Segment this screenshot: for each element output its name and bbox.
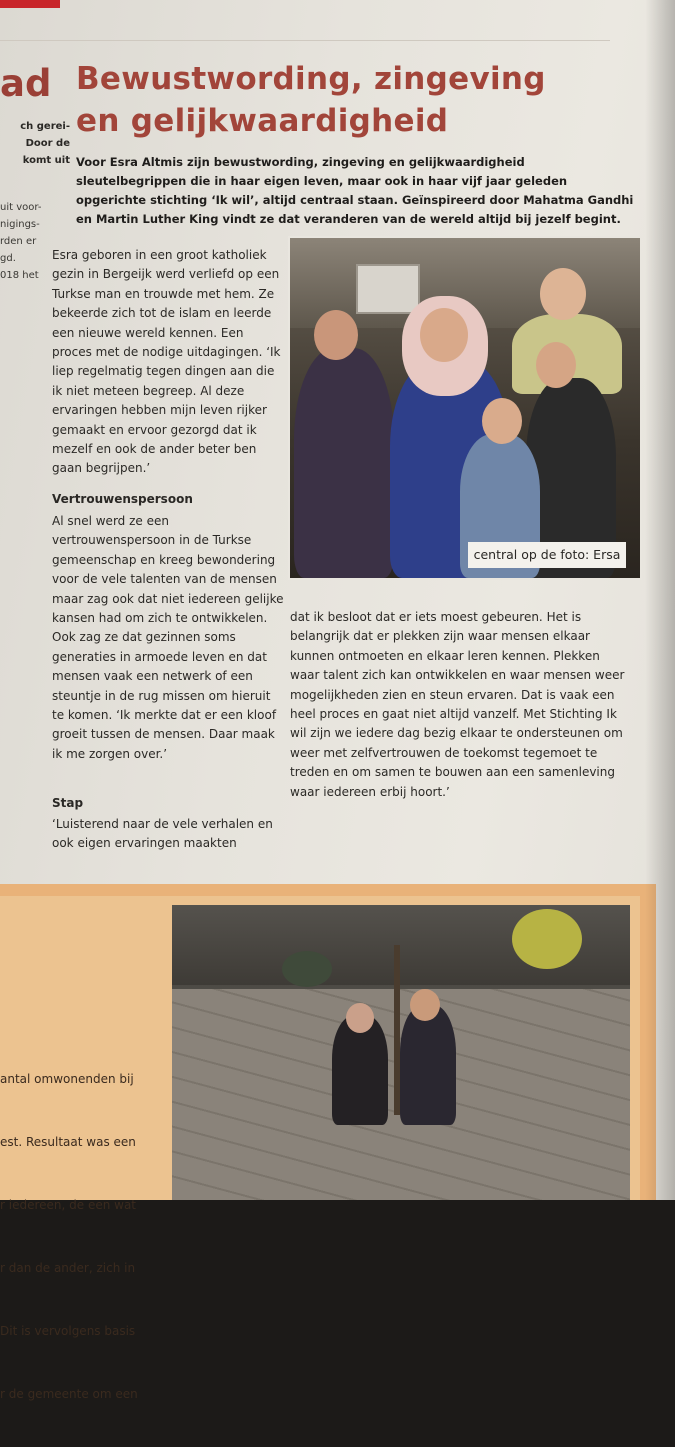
- article-paragraph-1: Esra geboren in een groot katholiek gezin in Bergeijk werd verliefd op een Turkse man en trouwde met hem. Ze bekeerde zich tot de islam en leerde een nieuwe wereld kennen. Een proces met de nodige uitdagingen. ‘Ik liep regelmatig tegen dingen aan die ik niet meteen begreep. Al deze ervaringen hebben mijn leven rijker gemaakt en ervoor gezorgd dat ik mezelf en ook de ander beter ben gaan begrijpen.’: [52, 248, 281, 476]
- basketball-board: [356, 264, 420, 314]
- left-column-heading: ad: [0, 62, 52, 105]
- girl-right-head: [536, 342, 576, 388]
- tree-planting-photo: [172, 905, 630, 1200]
- left-snippet-5: 018 het: [0, 270, 39, 281]
- left-snippet-1: uit voor-: [0, 202, 42, 213]
- person-left: [294, 348, 394, 578]
- top-rule: [0, 40, 610, 41]
- left-snippet-bold-3: komt uit: [22, 155, 70, 166]
- lower-panel-line-6: r de gemeente om een: [0, 1387, 138, 1401]
- article-paragraph-4: dat ik besloot dat er iets moest gebeuren. Het is belangrijk dat er plekken zijn waar mensen elkaar kunnen ontmoeten en elkaar leren kennen. Plekken waar talent zich kan ontwikkelen en waar mensen weer mogelijkheden zien en steun ervaren. Dat is vaak een heel proces en gaat niet altijd vanzelf. Met Stichting Ik wil zijn we iedere dag bezig elkaar te ondersteunen om weer met zelfvertrouwen de toekomst tegemoet te treden en om samen te bouwen aan een samenleving waar iedereen erbij hoort.’: [290, 610, 625, 799]
- lower-panel-line-4: r dan de ander, zich in: [0, 1261, 136, 1275]
- photo2-person-right: [400, 1005, 456, 1125]
- page-fold-shadow: [645, 0, 675, 1200]
- article-intro: Voor Esra Altmis zijn bewustwording, zingeving en gelijkwaardigheid sleutelbegrippen die in haar eigen leven, maar ook in haar vijf jaar geleden opgerichte stichting ‘Ik wil’, altijd centraal staan. Geïnspireerd door Mahatma Gandhi en Martin Luther King vindt ze dat veranderen van de wereld altijd bij jezelf begint.: [76, 155, 634, 226]
- photo2-person-left-head: [346, 1003, 374, 1033]
- left-snippet-bold-2: Door de: [25, 138, 70, 149]
- subhead-stap: Stap: [52, 796, 84, 810]
- article-headline: [76, 58, 636, 142]
- person-right-head: [540, 268, 586, 320]
- lower-panel-line-2: est. Resultaat was een: [0, 1135, 136, 1149]
- subhead-vertrouwenspersoon: Vertrouwenspersoon: [52, 492, 193, 506]
- photo-caption: central op de foto: Ersa: [468, 542, 626, 568]
- top-red-bar: [0, 0, 60, 8]
- lower-panel-line-5: Dit is vervolgens basis: [0, 1324, 136, 1338]
- lower-panel-line-1: antal omwonenden bij: [0, 1072, 134, 1086]
- green-bush: [282, 951, 332, 987]
- group-photo: [290, 238, 640, 578]
- left-snippet-bold-1: ch gerei-: [20, 121, 70, 132]
- left-snippet-2: nigings-: [0, 219, 40, 230]
- person-left-head: [314, 310, 358, 360]
- article-paragraph-2: Al snel werd ze een vertrouwenspersoon in de Turkse gemeenschap en kreeg bewondering voor de vele talenten van de mensen maar zag ook dat niet iedereen gelijke kansen had om zich te ontwikkelen. Ook zag ze dat gezinnen soms generaties in armoede leven en dat mensen vaak een netwerk of een steuntje in de rug missen om hieruit te komen. ‘Ik merkte dat er een kloof groeit tussen de mensen. Daar maak ik me zorgen over.’: [52, 514, 284, 761]
- lower-panel-line-3: r iedereen, de een wat: [0, 1198, 137, 1212]
- photo2-person-right-head: [410, 989, 440, 1021]
- yellow-bush: [512, 909, 582, 969]
- person-center-head: [420, 308, 468, 362]
- headline-line-1: Bewustwording, zingeving: [76, 61, 546, 97]
- left-snippet-4: gd.: [0, 253, 16, 264]
- article-paragraph-3: ‘Luisterend naar de vele verhalen en ook eigen ervaringen maakten: [52, 817, 273, 851]
- headline-line-2: en gelijkwaardigheid: [76, 103, 449, 139]
- girl-center-head: [482, 398, 522, 444]
- left-snippet-3: rden er: [0, 236, 37, 247]
- lower-panel-text: [0, 1027, 170, 1447]
